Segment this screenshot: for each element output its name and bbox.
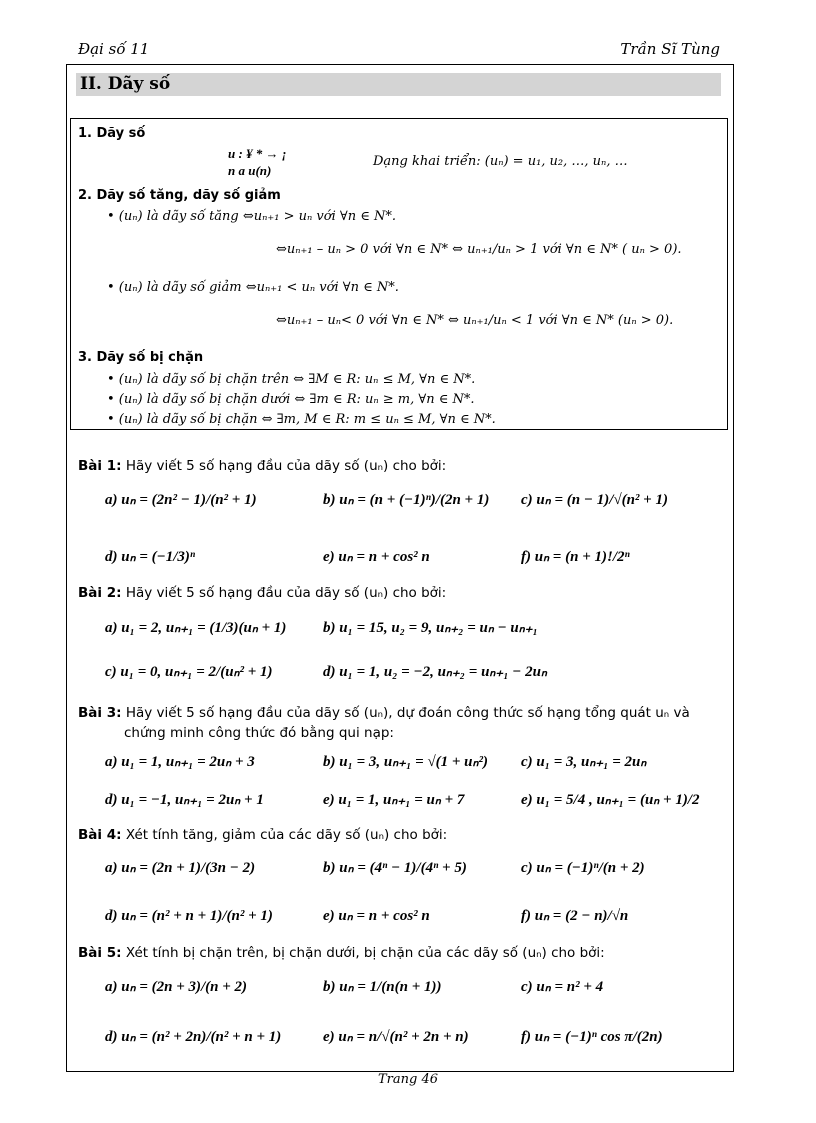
map-line-2: n a u(n) xyxy=(228,163,272,178)
bounded-def: • (uₙ) là dãy số bị chặn ⇔ ∃m, M ∈ R: m ≤ uₙ ≤ M, ∀n ∈ N*. xyxy=(107,412,496,427)
bai5-f: f) uₙ = (−1)ⁿ cos π/(2n) xyxy=(521,1029,663,1045)
bai2-a: a) u₁ = 2, uₙ₊₁ = (1/3)(uₙ + 1) xyxy=(105,620,287,636)
expand-form: Dạng khai triển: (uₙ) = u₁, u₂, …, uₙ, … xyxy=(373,154,628,169)
theory-heading-2: 2. Dãy số tăng, dãy số giảm xyxy=(78,188,281,203)
bai5-label: Bài 5: xyxy=(78,945,122,961)
bai3-f: e) u₁ = 5/4 , uₙ₊₁ = (uₙ + 1)/2 xyxy=(521,792,700,808)
bai5-b: b) uₙ = 1/(n(n + 1)) xyxy=(323,979,442,995)
bai4-label: Bài 4: xyxy=(78,827,122,843)
theory-heading-3: 3. Dãy số bị chặn xyxy=(78,350,204,365)
bai3-text-1: Hãy viết 5 số hạng đầu của dãy số (uₙ), dự đoán công thức số hạng tổng quát uₙ và xyxy=(125,705,690,721)
bai3-a: a) u₁ = 1, uₙ₊₁ = 2uₙ + 3 xyxy=(105,754,255,770)
bai4-d: d) uₙ = (n² + n + 1)/(n² + 1) xyxy=(105,908,273,924)
bai4-e: e) uₙ = n + cos² n xyxy=(323,908,430,924)
header-left: Đại số 11 xyxy=(78,40,150,58)
section-title: II. Dãy số xyxy=(76,73,721,96)
bai3-text-2: chứng minh công thức đó bằng qui nạp: xyxy=(124,725,394,741)
bai5-a: a) uₙ = (2n + 3)/(n + 2) xyxy=(105,979,248,995)
theory-heading-1: 1. Dãy số xyxy=(78,126,146,141)
bai3-c: c) u₁ = 3, uₙ₊₁ = 2uₙ xyxy=(521,754,647,770)
bai5-e: e) uₙ = n/√(n² + 2n + n) xyxy=(323,1029,469,1045)
bai4-c: c) uₙ = (−1)ⁿ/(n + 2) xyxy=(521,860,645,876)
bai1-e: e) uₙ = n + cos² n xyxy=(323,549,430,565)
bai4-text: Xét tính tăng, giảm của các dãy số (uₙ) cho bởi: xyxy=(125,827,448,843)
bai5-text: Xét tính bị chặn trên, bị chặn dưới, bị chặn của các dãy số (uₙ) cho bởi: xyxy=(125,945,605,961)
bai2-d: d) u₁ = 1, u₂ = −2, uₙ₊₂ = uₙ₊₁ − 2uₙ xyxy=(323,664,547,680)
bai3-e: e) u₁ = 1, uₙ₊₁ = uₙ + 7 xyxy=(323,792,465,808)
bai4-b: b) uₙ = (4ⁿ − 1)/(4ⁿ + 5) xyxy=(323,860,467,876)
bai1-b: b) uₙ = (n + (−1)ⁿ)/(2n + 1) xyxy=(323,492,490,508)
page-number: Trang 46 xyxy=(377,1072,438,1087)
bai2-label: Bài 2: xyxy=(78,585,122,601)
bai2-b: b) u₁ = 15, u₂ = 9, uₙ₊₂ = uₙ − uₙ₊₁ xyxy=(323,620,538,636)
decreasing-def: • (uₙ) là dãy số giảm ⇔uₙ₊₁ < uₙ với ∀n ∈ N*. xyxy=(107,280,399,295)
bai3-b: b) u₁ = 3, uₙ₊₁ = √(1 + uₙ²) xyxy=(323,754,488,770)
bai2-text: Hãy viết 5 số hạng đầu của dãy số (uₙ) cho bởi: xyxy=(125,585,447,601)
bai2-c: c) u₁ = 0, uₙ₊₁ = 2/(uₙ² + 1) xyxy=(105,664,273,680)
bounded-below-def: • (uₙ) là dãy số bị chặn dưới ⇔ ∃m ∈ R: uₙ ≥ m, ∀n ∈ N*. xyxy=(107,392,475,407)
bai4-f: f) uₙ = (2 − n)/√n xyxy=(521,908,629,924)
increasing-equiv: ⇔uₙ₊₁ – uₙ > 0 với ∀n ∈ N* ⇔ uₙ₊₁/uₙ > 1 với ∀n ∈ N* ( uₙ > 0). xyxy=(276,242,682,257)
bai1-d: d) uₙ = (−1/3)ⁿ xyxy=(105,549,196,565)
bounded-above-def: • (uₙ) là dãy số bị chặn trên ⇔ ∃M ∈ R: uₙ ≤ M, ∀n ∈ N*. xyxy=(107,372,476,387)
bai1-f: f) uₙ = (n + 1)!/2ⁿ xyxy=(521,549,630,565)
bai3-label: Bài 3: xyxy=(78,705,122,721)
decreasing-equiv: ⇔uₙ₊₁ – uₙ< 0 với ∀n ∈ N* ⇔ uₙ₊₁/uₙ < 1 với ∀n ∈ N* (uₙ > 0). xyxy=(276,313,674,328)
bai1-a: a) uₙ = (2n² − 1)/(n² + 1) xyxy=(105,492,257,508)
header-right: Trần Sĩ Tùng xyxy=(620,40,720,58)
bai4-a: a) uₙ = (2n + 1)/(3n − 2) xyxy=(105,860,256,876)
increasing-def: • (uₙ) là dãy số tăng ⇔uₙ₊₁ > uₙ với ∀n ∈ N*. xyxy=(107,209,396,224)
bai5-d: d) uₙ = (n² + 2n)/(n² + n + 1) xyxy=(105,1029,282,1045)
bai1-c: c) uₙ = (n − 1)/√(n² + 1) xyxy=(521,492,668,508)
bai1-label: Bài 1: xyxy=(78,458,122,474)
map-line-1: u : ¥ * → ¡ xyxy=(228,146,287,161)
bai5-c: c) uₙ = n² + 4 xyxy=(521,979,604,995)
bai1-text: Hãy viết 5 số hạng đầu của dãy số (uₙ) cho bởi: xyxy=(125,458,447,474)
bai3-d: d) u₁ = −1, uₙ₊₁ = 2uₙ + 1 xyxy=(105,792,264,808)
